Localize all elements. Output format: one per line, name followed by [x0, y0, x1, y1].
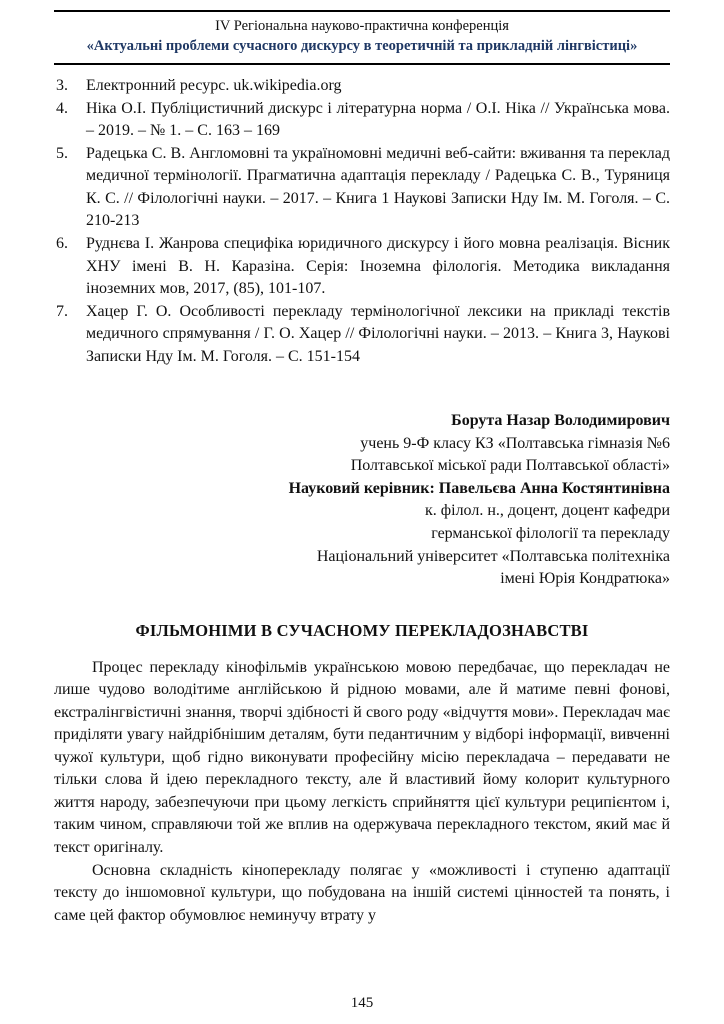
reference-text: Електронний ресурс. uk.wikipedia.org: [86, 77, 342, 95]
reference-number: 5.: [56, 144, 68, 162]
reference-item: [54, 143, 670, 233]
reference-text: Радецька С. В. Англомовні та україномовні медичні веб-сайти: вживання та переклад медичної термінології. Прагматична адаптація перекладу / Радецька С. В., Туряниця К. С. // Філологічні науки. – 2017. – Книга 1 Наукові Записки Нду Ім. М. Гоголя. – С. 210-213: [86, 144, 670, 230]
conference-topic: «Актуальні проблеми сучасного дискурсу в теоретичній та прикладній лінгвістиці»: [86, 37, 638, 54]
article-body: [54, 657, 670, 928]
author-block: [54, 410, 670, 590]
reference-text: Руднєва І. Жанрова специфіка юридичного дискурсу і його мовна реалізація. Вісник ХНУ імені В. Н. Каразіна. Серія: Іноземна філологія. Методика викладання іноземних мов, 2017, (85), 101-107.: [86, 234, 670, 298]
article-title: ФІЛЬМОНІМИ В СУЧАСНОМУ ПЕРЕКЛАДОЗНАВСТВІ: [135, 620, 589, 640]
reference-number: 7.: [56, 302, 68, 320]
supervisor-title-line: к. філол. н., доцент, доцент кафедри: [424, 502, 670, 520]
reference-number: 4.: [56, 99, 68, 117]
reference-item: [54, 301, 670, 369]
reference-number: 3.: [56, 77, 68, 95]
reference-item: [54, 75, 670, 98]
author-affiliation-line: Полтавської міської ради Полтавської області»: [350, 457, 670, 475]
conference-header: [54, 10, 670, 65]
reference-text: Хацер Г. О. Особливості перекладу термінологічної лексики на прикладі текстів медичного спрямування / Г. О. Хацер // Філологічні науки. – 2013. – Книга 3, Наукові Записки Нду Ім. М. Гоголя. – С. 151-154: [86, 302, 670, 365]
university-line: Національний університет «Полтавська політехніка: [316, 547, 670, 565]
references-list: [54, 75, 670, 368]
body-paragraph: Основна складність кіноперекладу полягає у «можливості і ступеню адаптації тексту до іншомовної культури, що побудована на іншій системі цінностей та понять, і саме цей фактор обумовлює неминучу втрату у: [54, 861, 670, 924]
supervisor-title-line: германської філології та перекладу: [431, 524, 670, 542]
page-number: 145: [350, 995, 374, 1011]
reference-text: Ніка О.І. Публіцистичний дискурс і літературна норма / О.І. Ніка // Українська мова. – 2019. – № 1. – С. 163 – 169: [86, 99, 670, 140]
reference-item: [54, 233, 670, 301]
reference-item: [54, 98, 670, 143]
university-line: імені Юрія Кондратюка»: [500, 570, 670, 588]
reference-number: 6.: [56, 234, 68, 252]
body-paragraph: Процес перекладу кінофільмів українською мовою передбачає, що перекладач не лише чудово володітиме англійською й рідною мовами, але й матиме певні фонові, екстралінгвістичні знання, творчі здібності й свого роду «відчуття мови». Перекладач має приділяти увагу найдрібнішим деталям, бути педантичним у відборі інформації, вивченні чужої культури, щоб гідно виконувати професійну місію перекладача – передавати не тільки слова й ідею перекладного тексту, але й властивий йому колорит культурного життя народу, забезпечуючи при цьому легкість сприйняття цієї культури реципієнтом і, таким чином, справляючи той же вплив на одержувача перекладного текстом, який має й текст оригіналу.: [54, 658, 670, 856]
author-affiliation-line: учень 9-Ф класу КЗ «Полтавська гімназія №6: [360, 434, 670, 452]
conference-name: IV Регіональна науково-практична конференція: [215, 18, 509, 34]
supervisor-name: Науковий керівник: Павельєва Анна Костянтинівна: [288, 479, 670, 497]
author-name: Борута Назар Володимирович: [451, 412, 670, 430]
